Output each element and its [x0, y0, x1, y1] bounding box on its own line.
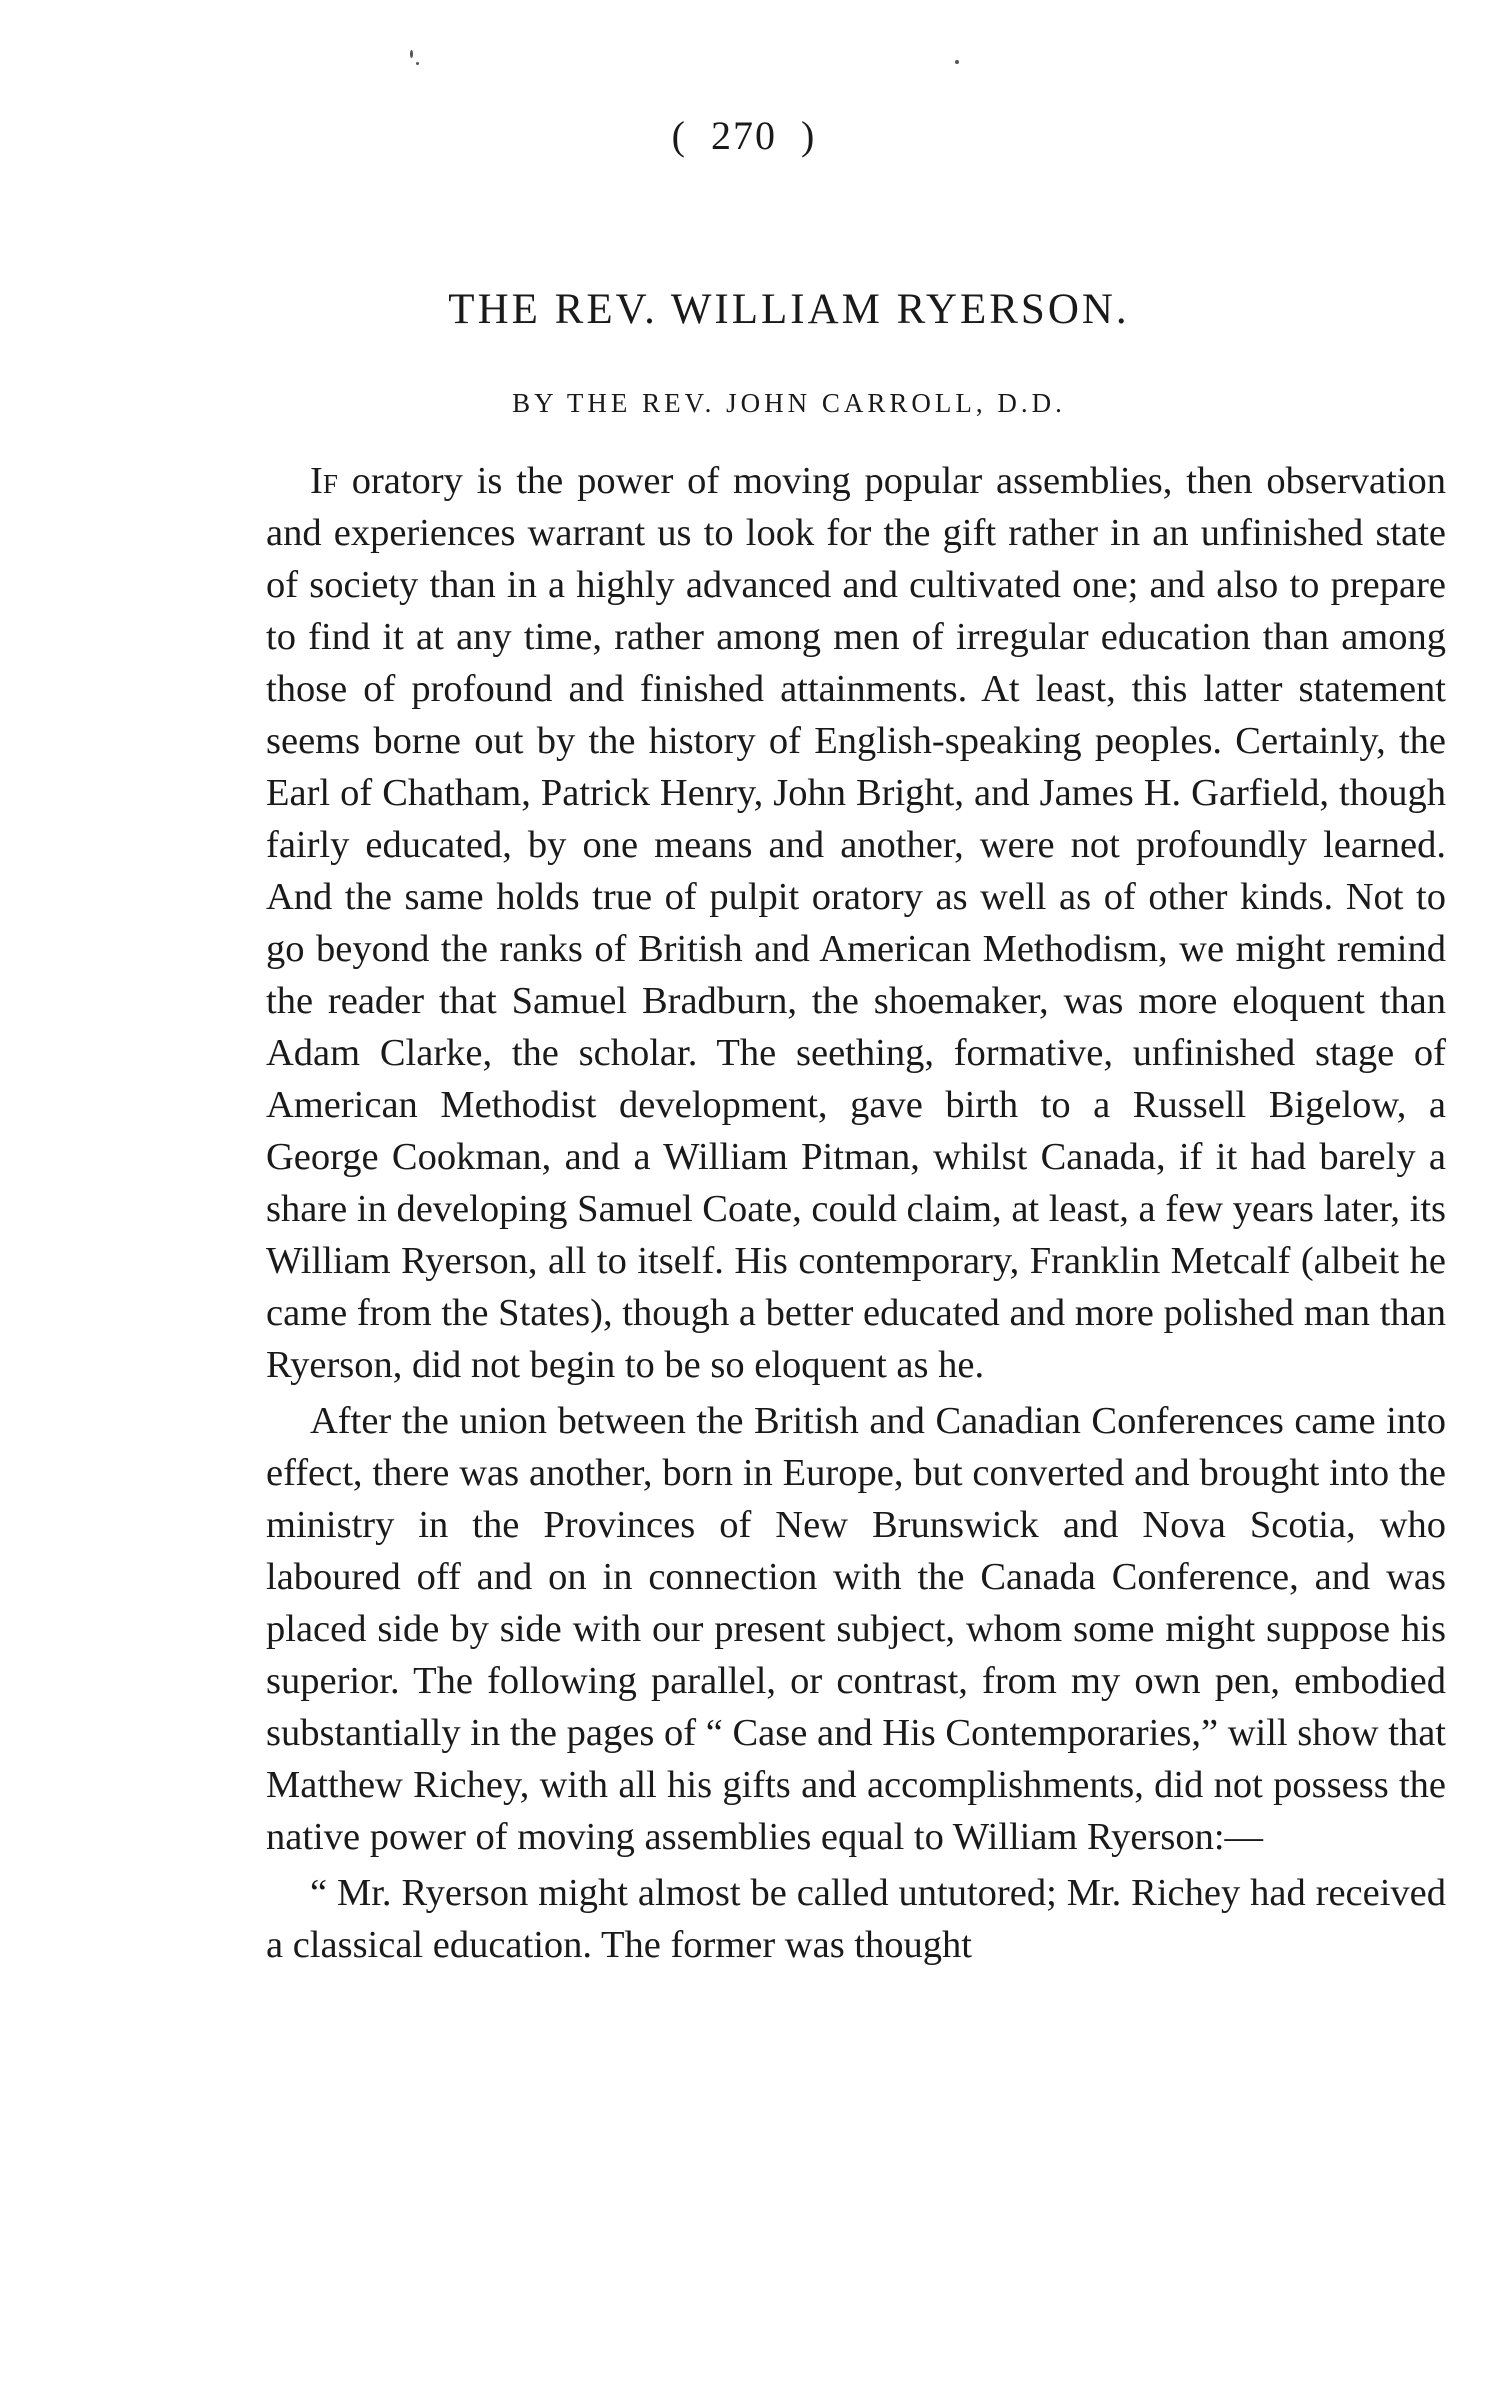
- print-speck: [410, 50, 413, 58]
- article-body: [266, 455, 1446, 1971]
- print-speck: [416, 62, 419, 65]
- paragraph-2: After the union between the British and Canadian Conferences came into effect, there was another, born in Europe, but converted and brought into the ministry in the Provinces of New Brunswick and Nova Scotia, who laboured off and on in connection with the Canada Conference, and was placed side by side with our present subject, whom some might suppose his superior. The following parallel, or contrast, from my own pen, embodied substantially in the pages of “ Case and His Contemporaries,” will show that Matthew Richey, with all his gifts and accomplishments, did not possess the native power of moving assemblies equal to William Ryerson:—: [266, 1400, 1446, 1858]
- open-paren: (: [671, 113, 687, 158]
- paragraph-3: “ Mr. Ryerson might almost be called untutored; Mr. Richey had received a classical education. The former was thought: [266, 1872, 1446, 1966]
- article-byline: BY THE REV. JOHN CARROLL, D.D.: [512, 388, 1066, 418]
- article-title: THE REV. WILLIAM RYERSON.: [448, 286, 1130, 333]
- paragraph-1-text: oratory is the power of moving popular assemblies, then observation and experiences warrant us to look for the gift rather in an unfinished state of society than in a highly advanced and cultivated one; and also to prepare to find it at any time, rather among men of irregular education than among those of profound and finished attainments. At least, this latter statement seems borne out by the history of English-speaking peoples. Certainly, the Earl of Chatham, Patrick Henry, John Bright, and James H. Garfield, though fairly educated, by one means and another, were not profoundly learned. And the same holds true of pulpit oratory as well as of other kinds. Not to go beyond the ranks of British and American Methodism, we might remind the reader that Samuel Bradburn, the shoemaker, was more eloquent than Adam Clarke, the scholar. The seething, formative, unfinished stage of American Methodist development, gave birth to a Russell Bigelow, a George Cookman, and a William Pitman, whilst Canada, if it had barely a share in developing Samuel Coate, could claim, at least, a few years later, its William Ryerson, all to itself. His contemporary, Franklin Metcalf (albeit he came from the States), though a better educated and more polished man than Ryerson, did not begin to be so eloquent as he.: [266, 460, 1446, 1386]
- paragraph-1-first-word: If: [310, 460, 338, 502]
- close-paren: ): [801, 113, 817, 158]
- page-number: [0, 112, 1488, 159]
- page-number-value: 270: [711, 113, 777, 158]
- paragraph-1: [266, 455, 1446, 1391]
- print-speck: [955, 60, 959, 64]
